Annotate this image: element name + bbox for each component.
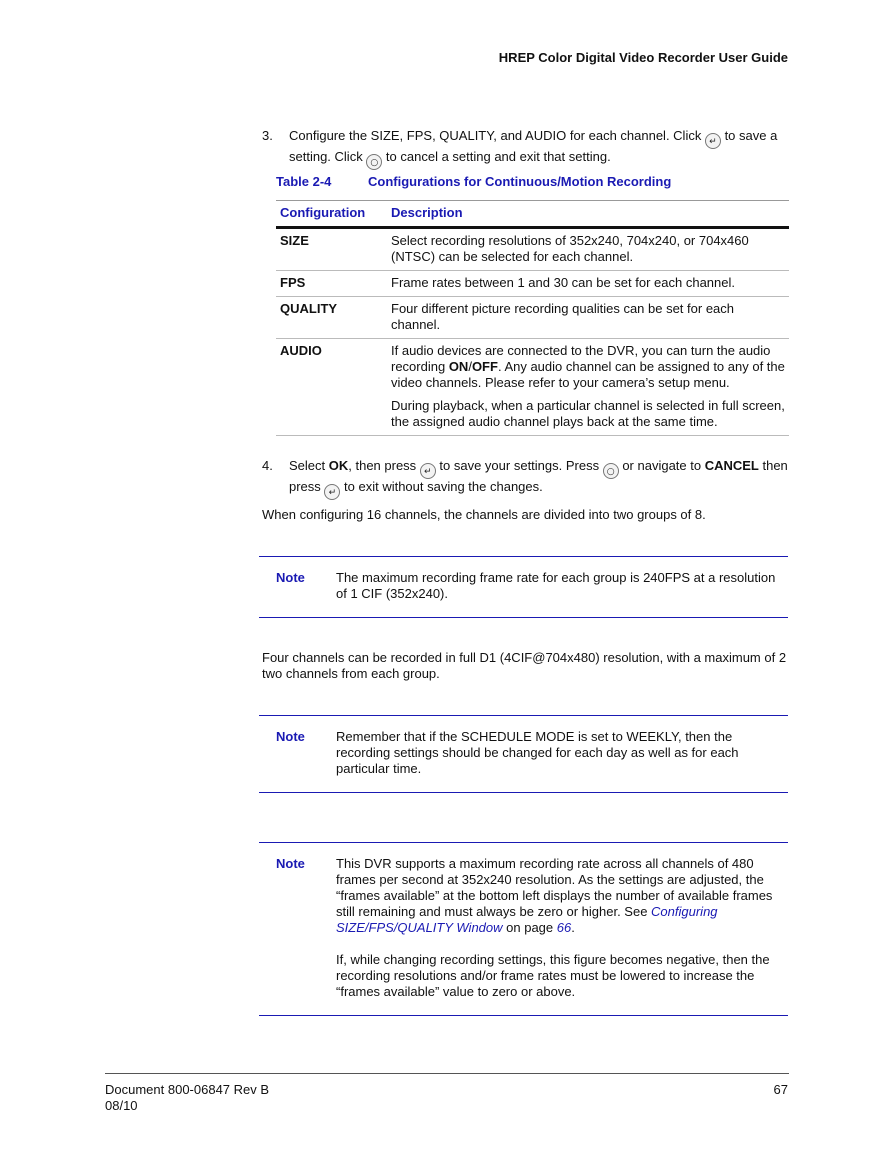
enter-icon: ↵: [420, 463, 436, 479]
column-header-description: Description: [387, 201, 789, 228]
escape-icon: ○: [603, 463, 619, 479]
document-date: 08/10: [105, 1098, 138, 1113]
table-row: [276, 297, 789, 339]
audio-description-p1: If audio devices are connected to the DVR, you can turn the audio recording ON/OFF. Any audio channel can be assigned to any of the video channels. Please refer to your camera’s setup menu.: [391, 343, 785, 390]
configurations-table: [276, 200, 789, 436]
paragraph-channel-groups: When configuring 16 channels, the channels are divided into two groups of 8.: [262, 507, 706, 522]
footer-document-info: [105, 1082, 269, 1114]
note-paragraph-2: If, while changing recording settings, this figure becomes negative, then the recording resolutions and/or frame rates must be lowered to increase the “frames available” value to zero or above.: [336, 952, 770, 999]
note-box-schedule: [259, 715, 788, 793]
note-text: [336, 856, 784, 1000]
paragraph-d1-channels: Four channels can be recorded in full D1 (4CIF@704x480) resolution, with a maximum of 2 two channels from each group.: [262, 650, 787, 681]
config-name: SIZE: [276, 228, 387, 271]
note-label: Note: [276, 570, 305, 585]
step-text: Configure the SIZE, FPS, QUALITY, and AUDIO for each channel. Click ↵ to save a setting. Click ○ to cancel a setting and exit that setting.: [289, 128, 778, 168]
step-4: [262, 458, 790, 500]
column-header-configuration: Configuration: [276, 201, 387, 228]
config-description: Frame rates between 1 and 30 can be set for each channel.: [387, 271, 789, 297]
audio-description-p2: During playback, when a particular channel is selected in full screen, the assigned audio channel plays back at the same time.: [391, 398, 785, 429]
config-name: AUDIO: [276, 339, 387, 436]
note-box-frame-rate: [259, 556, 788, 618]
table-header-row: [276, 201, 789, 228]
document-number: Document 800-06847 Rev B: [105, 1082, 270, 1097]
step-number: 4.: [262, 458, 273, 473]
table-title: Configurations for Continuous/Motion Recording: [368, 174, 672, 189]
page-number: 67: [773, 1082, 788, 1097]
table-row: [276, 339, 789, 436]
footer-divider: [105, 1073, 789, 1074]
config-name: FPS: [276, 271, 387, 297]
escape-icon: ○: [366, 154, 382, 170]
table-row: [276, 228, 789, 271]
config-description: [387, 339, 789, 436]
note-label: Note: [276, 729, 305, 744]
step-3: [262, 128, 790, 170]
enter-icon: ↵: [705, 133, 721, 149]
note-text: Remember that if the SCHEDULE MODE is set to WEEKLY, then the recording settings should be changed for each day as well as for each particular time.: [336, 729, 739, 776]
page-header: HREP Color Digital Video Recorder User Guide: [498, 50, 788, 65]
table-row: [276, 271, 789, 297]
config-description: Select recording resolutions of 352x240, 704x240, or 704x460 (NTSC) can be selected for each channel.: [387, 228, 789, 271]
config-description: Four different picture recording qualities can be set for each channel.: [387, 297, 789, 339]
page-66-link[interactable]: 66: [556, 920, 572, 935]
table-caption: [276, 174, 672, 190]
note-text: The maximum recording frame rate for each group is 240FPS at a resolution of 1 CIF (352x240).: [336, 570, 776, 601]
config-name: QUALITY: [276, 297, 387, 339]
note-paragraph-1: This DVR supports a maximum recording rate across all channels of 480 frames per second at 352x240 resolution. As the settings are adjusted, the “frames available” at the bottom left displays the number of available frames still remaining and must always be zero or higher. See Configuring SIZE/FPS/QUALITY Window on page 66.: [336, 856, 773, 935]
note-label: Note: [276, 856, 305, 871]
enter-icon: ↵: [324, 484, 340, 500]
configuring-window-link[interactable]: Configuring SIZE/FPS/QUALITY Window: [336, 904, 718, 935]
step-text: Select OK, then press ↵ to save your settings. Press ○ or navigate to CANCEL then press ↵ to exit without saving the changes.: [289, 458, 788, 498]
note-box-recording-rate: [259, 842, 788, 1016]
table-label: Table 2-4: [276, 174, 332, 189]
step-number: 3.: [262, 128, 273, 143]
